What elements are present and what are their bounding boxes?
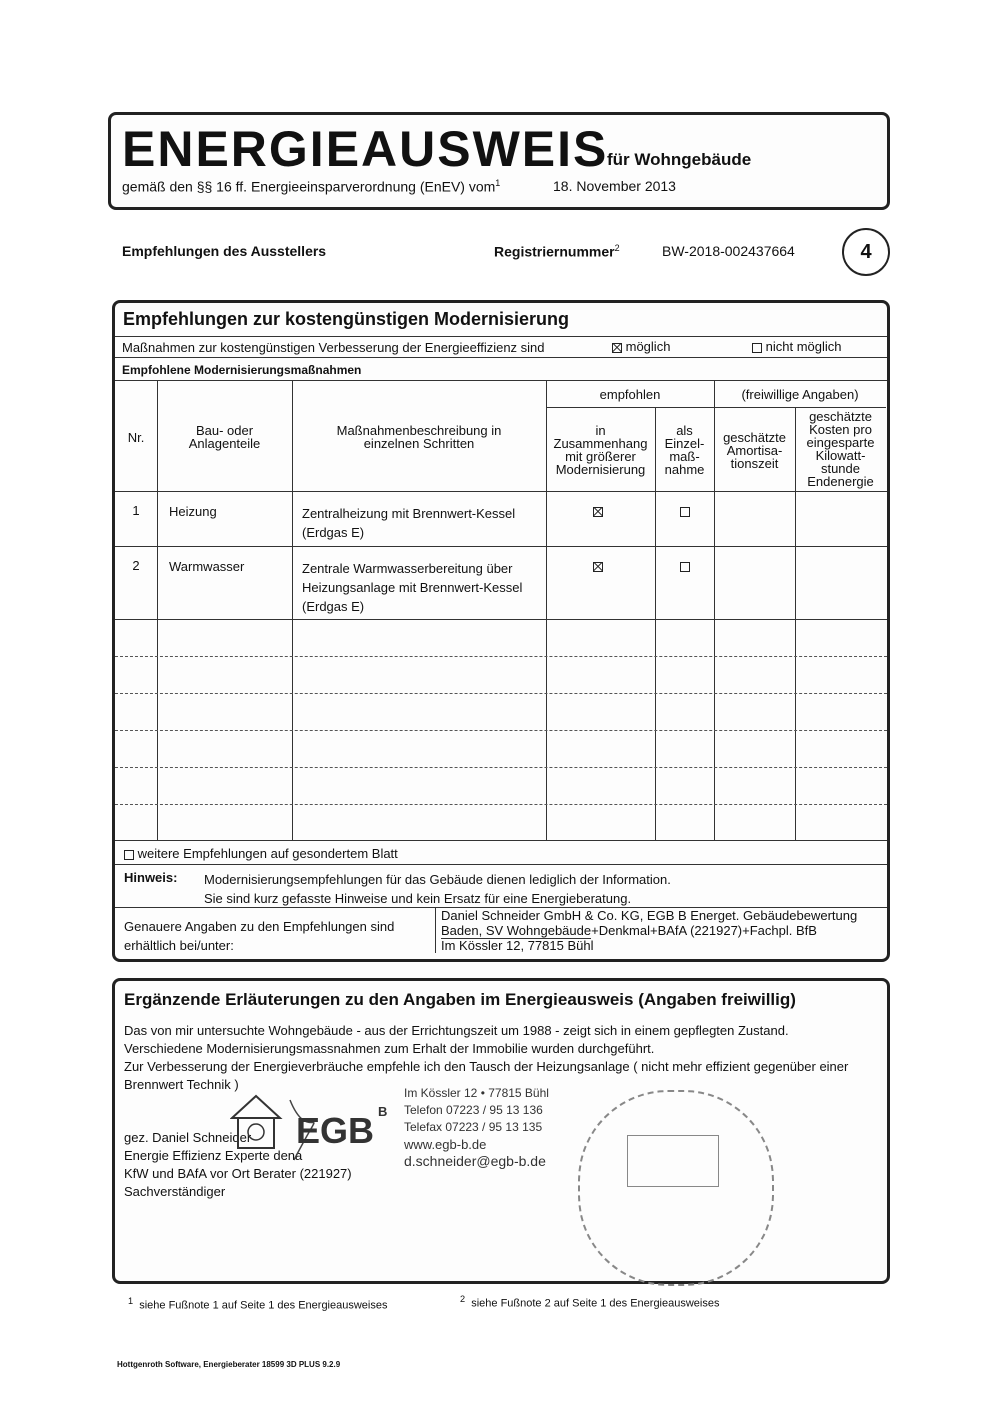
col-header-amortisation: [714, 431, 795, 470]
explanations-text: [124, 1022, 848, 1094]
registration-label: [494, 243, 620, 260]
row-2-in-context-checkbox[interactable]: [593, 558, 603, 576]
contact-line: Baden, SV Wohngebäude+Denkmal+BAfA (221927)+Fachpl. BfB: [441, 923, 817, 938]
col-header-line: eingesparte: [806, 435, 875, 450]
explanation-line: Zur Verbesserung der Energieverbräuche empfehle ich den Tausch der Heizungsanlage ( nicht mehr effizient gegenüber einer: [124, 1059, 849, 1074]
description-line: Zentralheizung mit Brennwert-Kessel: [302, 506, 516, 521]
col-header-line: geschätzte: [723, 430, 786, 445]
company-stamp-logo: [230, 1090, 400, 1170]
col-header-line: nahme: [664, 462, 705, 477]
contact-details: [441, 908, 857, 953]
checkbox-not-possible[interactable]: [752, 343, 762, 353]
contact-line: Daniel Schneider GmbH & Co. KG, EGB B Energet. Gebäudebewertung: [441, 908, 858, 923]
footnote-1-text: siehe Fußnote 1 auf Seite 1 des Energieausweises: [139, 1299, 388, 1312]
document-subtitle: für Wohngebäude: [607, 150, 752, 169]
description-line: Zentrale Warmwasserbereitung über: [302, 561, 513, 576]
contact-label-line: erhältlich bei/unter:: [124, 938, 234, 953]
description-line: (Erdgas E): [302, 599, 365, 614]
signature-line: gez. Daniel Schneider: [124, 1130, 252, 1145]
signature-line: KfW und BAfA vor Ort Berater (221927): [124, 1166, 352, 1181]
col-header-line: tionszeit: [730, 456, 779, 471]
address-stamp: [404, 1085, 570, 1181]
col-header-line: Zusammenhang: [553, 436, 648, 451]
more-recommendations-label: weitere Empfehlungen auf gesondertem Blatt: [137, 846, 398, 861]
explanation-line: Das von mir untersuchte Wohngebäude - aus der Errichtungszeit um 1988 - zeigt sich in einem gepflegten Zustand.: [124, 1023, 789, 1038]
explanation-line: Brennwert Technik ): [124, 1077, 239, 1092]
col-header-cost: [795, 410, 886, 488]
contact-line: Im Kössler 12, 77815 Bühl: [441, 938, 594, 953]
col-header-line: in: [595, 423, 606, 438]
col-header-part-line: Anlagenteile: [188, 436, 261, 451]
row-2-single-checkbox[interactable]: [680, 558, 690, 576]
stamp-line: Telefax 07223 / 95 13 135: [404, 1120, 543, 1134]
regulation-date: 18. November 2013: [553, 178, 676, 194]
col-header-part-line: Bau- oder: [195, 423, 254, 438]
legal-basis: [122, 178, 500, 195]
stamp-line: Im Kössler 12 • 77815 Bühl: [404, 1086, 549, 1100]
signature-line: Sachverständiger: [124, 1184, 226, 1199]
option-not-possible-label: nicht möglich: [765, 339, 842, 354]
col-header-line: Kilowatt-: [815, 448, 866, 463]
footnote-2-text: siehe Fußnote 2 auf Seite 1 des Energieausweises: [471, 1297, 720, 1310]
col-header-description-line: einzelnen Schritten: [363, 436, 475, 451]
document-title: ENERGIEAUSWEIS: [122, 121, 609, 177]
contact-label-line: Genauere Angaben zu den Empfehlungen sind: [124, 919, 395, 934]
explanations-title: Ergänzende Erläuterungen zu den Angaben im Energieausweis (Angaben freiwillig): [124, 990, 796, 1009]
page-number-badge: 4: [842, 228, 890, 276]
signature-line: Energie Effizienz Experte dena: [124, 1148, 303, 1163]
col-header-nr: Nr.: [127, 430, 145, 445]
footnote-1: [128, 1296, 387, 1312]
explanation-line: Verschiedene Modernisierungsmassnahmen zum Erhalt der Immobilie wurden durchgeführt.: [124, 1041, 655, 1056]
note-line: Sie sind kurz gefasste Hinweise und kein Ersatz für eine Energieberatung.: [204, 891, 632, 906]
more-recommendations[interactable]: [124, 846, 398, 861]
col-group-voluntary: (freiwillige Angaben): [741, 387, 859, 402]
row-2-description: [302, 559, 522, 616]
col-header-line: Amortisa-: [726, 443, 783, 458]
footnote-ref-1: 1: [495, 178, 501, 188]
col-header-line: mit größerer: [565, 449, 636, 464]
col-header-line: Modernisierung: [555, 462, 646, 477]
col-header-line: maß-: [669, 449, 700, 464]
row-1-in-context-checkbox[interactable]: [593, 503, 603, 521]
stamp-line: Telefon 07223 / 95 13 136: [404, 1103, 543, 1117]
section-title: Empfehlungen des Ausstellers: [122, 243, 327, 259]
checkbox-more-recommendations[interactable]: [124, 850, 134, 860]
note-text: [204, 870, 671, 908]
stamp-line: www.egb-b.de: [404, 1137, 487, 1152]
col-header-part: [157, 424, 292, 450]
round-seal-stamp: [578, 1090, 774, 1286]
footnote-ref-2: 2: [614, 243, 620, 253]
col-header-line: Einzel-: [664, 436, 705, 451]
col-header-in-context: [546, 424, 655, 476]
row-1-part: Heizung: [169, 504, 217, 519]
table-subheading: Empfohlene Modernisierungsmaßnahmen: [122, 363, 362, 377]
footnote-1-number: 1: [128, 1296, 134, 1306]
col-header-line: Kosten pro: [809, 422, 872, 437]
row-2-nr: 2: [132, 558, 140, 573]
col-header-line: als: [676, 423, 693, 438]
stamp-logo-text: EGB: [296, 1110, 375, 1151]
checkbox-possible-checked[interactable]: [612, 343, 622, 353]
col-header-single: [655, 424, 714, 476]
note-line: Modernisierungsempfehlungen für das Gebäude dienen lediglich der Information.: [204, 872, 671, 887]
col-header-line: geschätzte: [809, 409, 872, 424]
footnote-2: [460, 1294, 719, 1310]
col-header-description: [292, 424, 546, 450]
legal-basis-text: gemäß den §§ 16 ff. Energieeinsparverordnung (EnEV) vom: [122, 178, 496, 195]
stamp-logo-sup: B: [378, 1104, 388, 1119]
stamp-line: d.schneider@egb-b.de: [404, 1153, 546, 1169]
measures-text: Maßnahmen zur kostengünstigen Verbesserung der Energieeffizienz sind: [122, 340, 545, 355]
row-1-nr: 1: [132, 503, 140, 518]
col-header-description-line: Maßnahmenbeschreibung in: [336, 423, 502, 438]
seal-emblem-icon: [627, 1135, 719, 1187]
note-label: Hinweis:: [124, 870, 178, 885]
description-line: (Erdgas E): [302, 525, 365, 540]
registration-label-text: Registriernummer: [494, 243, 615, 260]
option-not-possible[interactable]: [752, 339, 842, 354]
footnote-2-number: 2: [460, 1294, 466, 1304]
row-1-single-checkbox[interactable]: [680, 503, 690, 521]
col-header-line: stunde: [820, 461, 861, 476]
col-header-line: Endenergie: [807, 474, 874, 489]
col-group-recommended: empfohlen: [599, 387, 661, 402]
software-footer: Hottgenroth Software, Energieberater 18599 3D PLUS 9.2.9: [117, 1360, 341, 1369]
option-possible[interactable]: [612, 339, 670, 354]
description-line: Heizungsanlage mit Brennwert-Kessel: [302, 580, 523, 595]
row-1-description: [302, 504, 515, 542]
row-2-part: Warmwasser: [169, 559, 245, 574]
contact-label: [124, 917, 394, 955]
option-possible-label: möglich: [625, 339, 671, 354]
recommendations-title: Empfehlungen zur kostengünstigen Modernisierung: [123, 309, 570, 329]
registration-number: BW-2018-002437664: [662, 243, 795, 259]
